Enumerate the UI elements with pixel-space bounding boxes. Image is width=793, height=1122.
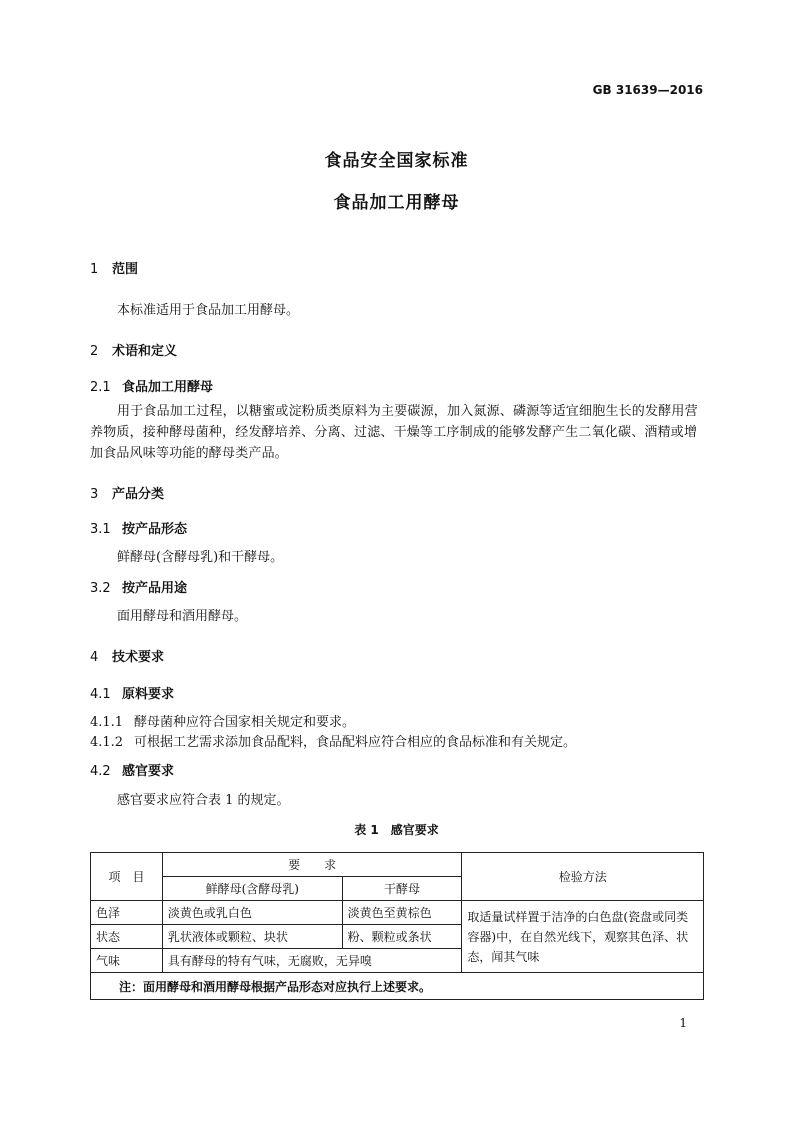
row-item: 气味 — [91, 949, 163, 973]
section-1-heading — [90, 258, 138, 277]
clause-number: 4.1.1 — [90, 715, 124, 730]
table-note: 注：面用酵母和酒用酵母根据产品形态对应执行上述要求。 — [91, 973, 704, 1000]
sensory-requirements-table — [90, 852, 704, 1000]
section-title: 产品分类 — [112, 487, 165, 502]
clause-4-1-2 — [90, 731, 576, 750]
section-4-2-heading — [90, 760, 174, 779]
section-number: 4 — [90, 650, 99, 665]
document-subtitle: 食品加工用酵母 — [333, 193, 460, 213]
section-title: 术语和定义 — [112, 344, 178, 359]
section-title: 范围 — [112, 262, 139, 277]
clause-number: 4.1.2 — [90, 735, 124, 750]
table-row — [91, 901, 704, 925]
header-dry-yeast: 干酵母 — [342, 877, 462, 901]
clause-text: 酵母菌种应符合国家相关规定和要求。 — [134, 715, 356, 730]
section-number: 3 — [90, 487, 99, 502]
section-3-1-text: 鲜酵母(含酵母乳)和干酵母。 — [117, 550, 284, 565]
header-method: 检验方法 — [462, 853, 704, 901]
section-4-1-heading — [90, 683, 174, 702]
table-note-row — [91, 973, 704, 1000]
clause-text: 可根据工艺需求添加食品配料，食品配料应符合相应的食品标准和有关规定。 — [134, 735, 577, 750]
section-3-2-text: 面用酵母和酒用酵母。 — [117, 609, 248, 624]
header-requirements: 要 求 — [162, 853, 462, 877]
section-4-2-text: 感官要求应符合表 1 的规定。 — [117, 793, 290, 808]
document-title: 食品安全国家标准 — [324, 151, 469, 171]
page-number: 1 — [679, 1016, 687, 1030]
section-1-text: 本标准适用于食品加工用酵母。 — [117, 303, 300, 318]
row-fresh: 淡黄色或乳白色 — [162, 901, 342, 925]
section-2-1-heading — [90, 376, 213, 395]
section-number: 4.2 — [90, 764, 111, 779]
section-number: 1 — [90, 262, 99, 277]
section-number: 4.1 — [90, 687, 111, 702]
section-3-2-heading — [90, 577, 187, 596]
row-fresh: 乳状液体或颗粒、块状 — [162, 925, 342, 949]
section-number: 3.2 — [90, 581, 111, 596]
row-item: 色泽 — [91, 901, 163, 925]
section-title: 食品加工用酵母 — [122, 380, 214, 395]
section-3-1-heading — [90, 518, 187, 537]
section-number: 2.1 — [90, 380, 111, 395]
section-4-heading — [90, 646, 164, 665]
section-title: 感官要求 — [122, 764, 175, 779]
row-item: 状态 — [91, 925, 163, 949]
section-number: 3.1 — [90, 522, 111, 537]
table-header-row — [91, 853, 704, 877]
header-fresh-yeast: 鲜酵母(含酵母乳) — [162, 877, 342, 901]
section-title: 原料要求 — [122, 687, 175, 702]
section-number: 2 — [90, 344, 99, 359]
table-caption: 表 1 感官要求 — [354, 823, 439, 837]
section-2-heading — [90, 340, 177, 359]
section-title: 技术要求 — [112, 650, 165, 665]
clause-4-1-1 — [90, 711, 355, 730]
section-title: 按产品形态 — [122, 522, 188, 537]
section-title: 按产品用途 — [122, 581, 188, 596]
section-2-1-definition: 用于食品加工过程，以糖蜜或淀粉质类原料为主要碳源，加入氮源、磷源等适宜细胞生长的发酵用营养物质，接种酵母菌种，经发酵培养、分离、过滤、干燥等工序制成的能够发酵产生二氧化碳、酒精或增加食品风味等功能的酵母类产品。 — [90, 404, 698, 461]
row-merged-requirement: 具有酵母的特有气味，无腐败，无异嗅 — [162, 949, 462, 973]
row-dry: 粉、颗粒或条状 — [342, 925, 462, 949]
row-dry: 淡黄色至黄棕色 — [342, 901, 462, 925]
standard-code: GB 31639—2016 — [592, 83, 703, 97]
method-description: 取适量试样置于洁净的白色盘(瓷盘或同类容器)中，在自然光线下，观察其色泽、状态，闻其气味 — [462, 901, 704, 973]
header-item: 项 目 — [91, 853, 163, 901]
section-3-heading — [90, 483, 164, 502]
